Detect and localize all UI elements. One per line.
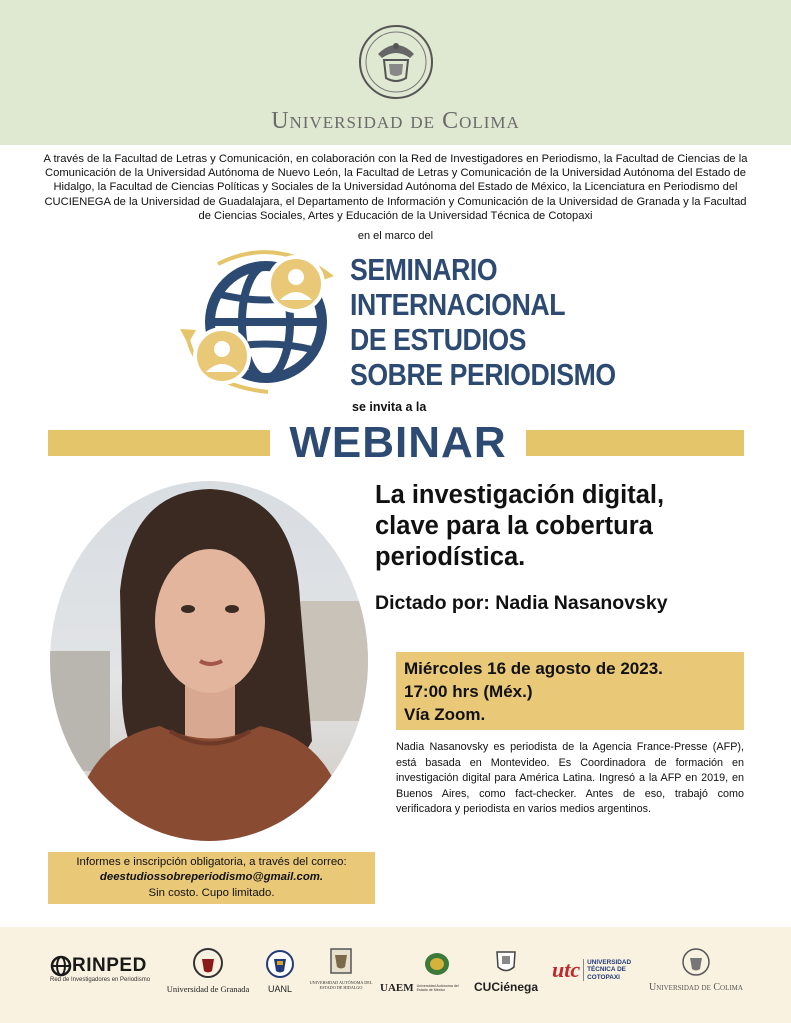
contact-email-link[interactable]: deestudiossobreperiodismo@gmail.com. bbox=[99, 871, 324, 884]
talk-title-line: periodística. bbox=[375, 543, 526, 571]
utc-abbr: utc bbox=[552, 957, 581, 982]
cucienega-name: CUCiénega bbox=[473, 980, 538, 994]
globe-people-icon bbox=[178, 244, 350, 396]
university-seal-icon bbox=[358, 24, 434, 100]
colima-seal-icon bbox=[681, 947, 711, 977]
divider-bar-left bbox=[48, 430, 270, 456]
speaker-photo bbox=[50, 481, 368, 841]
schedule-box bbox=[396, 652, 744, 730]
rinped-name: RINPED bbox=[72, 955, 147, 976]
seminar-line: INTERNACIONAL bbox=[350, 287, 566, 322]
rinped-logo bbox=[50, 955, 150, 983]
footer-logo-strip bbox=[0, 927, 791, 1023]
contact-line: Informes e inscripción obligatoria, a través del correo: bbox=[76, 856, 347, 868]
uaem-logo bbox=[380, 951, 464, 994]
colima-name: Universidad de Colima bbox=[649, 982, 743, 993]
intro-paragraph: A través de la Facultad de Letras y Comunicación, en colaboración con la Red de Investigadores en Periodismo, la Facultad de Ciencias de la Comunicación de la Universidad Autónoma de Nuevo León, la Facultad de Letras y Comunicación de la Universidad Autónoma del Estado de Hidalgo, la Facultad de Ciencias Políticas y Sociales de la Universidad Autónoma del Estado de México, la Licenciatura en Periodismo del CUCIENEGA de la Universidad de Guadalajara, el Departamento de Información y Comunicación de la Universidad de Granada y la Facultad de Ciencias Sociales, Artes y Educación de la Universidad Técnica de Cotopaxi bbox=[43, 153, 748, 222]
hidalgo-logo bbox=[306, 947, 376, 990]
hidalgo-seal-icon bbox=[328, 947, 354, 975]
uanl-seal-icon bbox=[265, 949, 295, 979]
event-time: 17:00 hrs (Méx.) bbox=[404, 682, 533, 701]
utc-logo bbox=[552, 957, 644, 983]
rinped-globe-icon bbox=[50, 955, 72, 977]
seminar-line: SEMINARIO bbox=[350, 252, 498, 287]
speaker-bio: Nadia Nasanovsky es periodista de la Agencia France-Presse (AFP), está basada en Montevideo. Es Coordinadora de formación en investigación digital para América Latina. Ingresó a la AFP en 2019, en Buenos Aires, como fact-checker. Antes de eso, trabajó como verificadora y periodista en varios medios argentinos. bbox=[396, 741, 744, 816]
cost-note: Sin costo. Cupo limitado. bbox=[148, 886, 275, 899]
en-marco-text: en el marco del bbox=[357, 230, 434, 242]
granada-name: Universidad de Granada bbox=[166, 984, 250, 994]
uaem-name: UAEM bbox=[380, 982, 414, 994]
event-venue: Vía Zoom. bbox=[404, 705, 486, 724]
granada-logo bbox=[163, 947, 253, 994]
seminar-line: SOBRE PERIODISMO bbox=[350, 357, 616, 392]
talk-title-line: clave para la cobertura bbox=[375, 512, 653, 540]
talk-title bbox=[375, 480, 745, 573]
event-date: Miércoles 16 de agosto de 2023. bbox=[404, 659, 663, 678]
seminar-title bbox=[350, 252, 616, 392]
university-name: Universidad de Colima bbox=[271, 108, 520, 134]
colima-logo bbox=[646, 947, 746, 993]
rinped-subtitle: Red de Investigadores en Periodismo bbox=[50, 977, 151, 983]
udg-seal-icon bbox=[494, 949, 518, 975]
uaem-subtitle: Universidad Autónoma del Estado de México bbox=[416, 983, 459, 992]
hidalgo-name: UNIVERSIDAD AUTÓNOMA DEL ESTADO DE HIDALGO bbox=[309, 980, 373, 990]
header-banner bbox=[0, 0, 791, 145]
cucienega-logo bbox=[468, 949, 544, 994]
uaem-seal-icon bbox=[423, 951, 451, 977]
granada-seal-icon bbox=[192, 947, 224, 979]
divider-bar-right bbox=[526, 430, 744, 456]
speaker-line: Dictado por: Nadia Nasanovsky bbox=[375, 592, 668, 614]
contact-box bbox=[48, 852, 375, 904]
uanl-logo bbox=[263, 949, 297, 994]
utc-name: UNIVERSIDAD TÉCNICA DE COTOPAXI bbox=[583, 959, 635, 982]
webinar-heading: WEBINAR bbox=[289, 418, 507, 467]
uanl-name: UANL bbox=[267, 984, 292, 994]
invite-text: se invita a la bbox=[352, 400, 427, 414]
talk-title-line: La investigación digital, bbox=[375, 481, 665, 509]
seminar-line: DE ESTUDIOS bbox=[350, 322, 527, 357]
